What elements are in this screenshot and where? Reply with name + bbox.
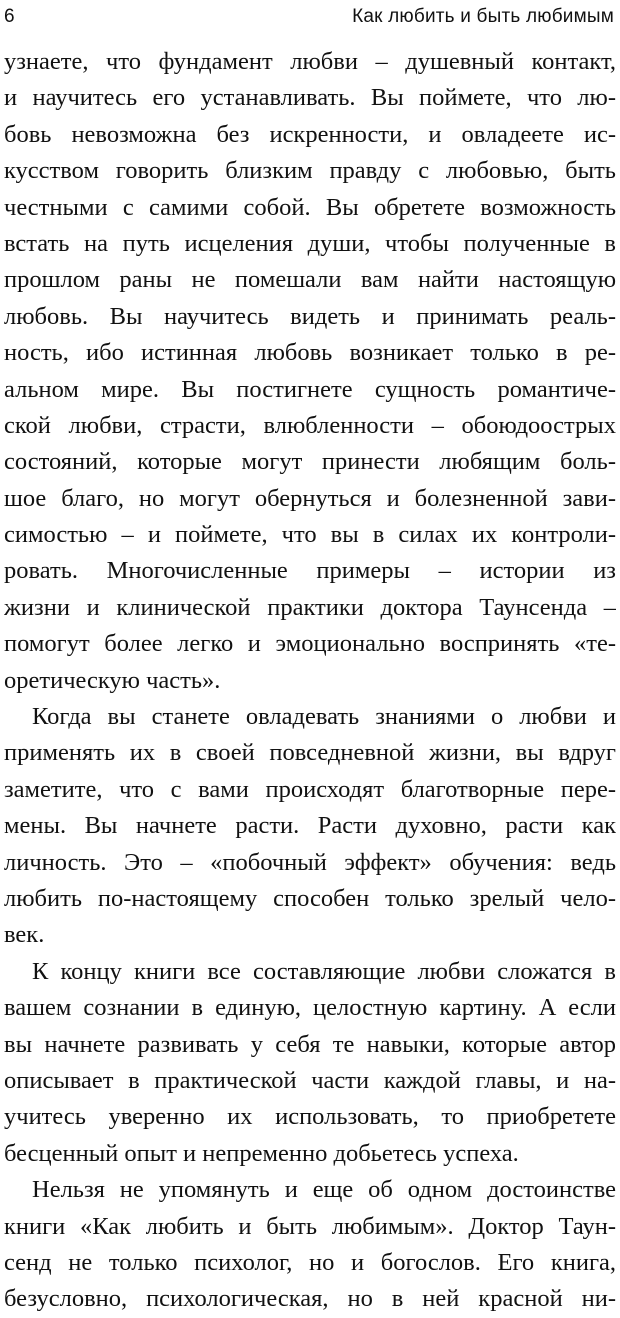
text-line: узнаете, что фундамент любви – душевный контакт, — [4, 48, 616, 75]
text-line: кусством говорить близким правду с любовью, быть — [4, 157, 616, 185]
text-line: вашем сознании в единую, целостную картину. А если — [4, 994, 616, 1022]
text-line: безусловно, психологическая, но в ней красной ни- — [4, 1285, 616, 1313]
text-line: встать на путь исцеления души, чтобы полученные в — [4, 229, 616, 257]
text-line: ность, ибо истинная любовь возникает только в ре- — [4, 339, 616, 367]
text-line: заметите, что с вами происходят благотворные пере- — [4, 775, 616, 803]
text-line: век. — [4, 921, 45, 949]
body-text — [4, 44, 616, 1318]
text-line: ровать. Многочисленные примеры – истории из — [4, 557, 616, 585]
text-line: шое благо, но могут обернуться и болезненной зави- — [4, 484, 616, 512]
text-line: бовь невозможна без искренности, и овладеете ис- — [4, 120, 616, 148]
text-line: Когда вы станете овладевать знаниями о любви и — [32, 703, 616, 731]
text-line: оретическую часть». — [4, 666, 221, 694]
text-line: альном мире. Вы постигнете сущность романтиче- — [4, 375, 616, 403]
text-line: вы начнете развивать у себя те навыки, которые автор — [4, 1030, 616, 1058]
text-line: Нельзя не упомянуть и еще об одном достоинстве — [32, 1176, 616, 1204]
text-line: жизни и клинической практики доктора Таунсенда – — [4, 593, 616, 621]
text-line: ской любви, страсти, влюбленности – обоюдоострых — [4, 411, 616, 439]
text-line: сенд не только психолог, но и богослов. Его книга, — [4, 1248, 616, 1276]
text-line: К концу книги все составляющие любви сложатся в — [32, 957, 616, 985]
text-line: личность. Это – «побочный эффект» обучения: ведь — [4, 848, 616, 876]
text-line: бесценный опыт и непременно добьетесь успеха. — [4, 1139, 519, 1167]
text-line: симостью – и поймете, что вы в силах их контроли- — [4, 521, 616, 549]
text-line: состояний, которые могут принести любящим боль- — [4, 448, 616, 476]
text-line: мены. Вы начнете расти. Расти духовно, расти как — [4, 812, 616, 840]
text-line: книги «Как любить и быть любимым». Доктор Таун- — [4, 1212, 616, 1240]
text-line: любовь. Вы научитесь видеть и принимать реаль- — [4, 302, 616, 330]
text-line: прошлом раны не помешали вам найти настоящую — [4, 266, 616, 294]
text-line: и научитесь его устанавливать. Вы поймете, что лю- — [4, 84, 616, 112]
text-line: применять их в своей повседневной жизни, вы вдруг — [4, 739, 616, 767]
text-line: честными с самими собой. Вы обретете возможность — [4, 193, 616, 221]
text-line: помогут более легко и эмоционально воспринять «те- — [4, 630, 616, 658]
text-line: учитесь уверенно их использовать, то приобретете — [4, 1103, 616, 1131]
running-head — [0, 4, 620, 34]
page-number: 6 — [4, 6, 15, 27]
text-line: описывает в практической части каждой главы, и на- — [4, 1066, 616, 1094]
running-head-title: Как любить и быть любимым — [352, 6, 614, 27]
text-line: любить по-настоящему способен только зрелый чело- — [4, 884, 616, 912]
